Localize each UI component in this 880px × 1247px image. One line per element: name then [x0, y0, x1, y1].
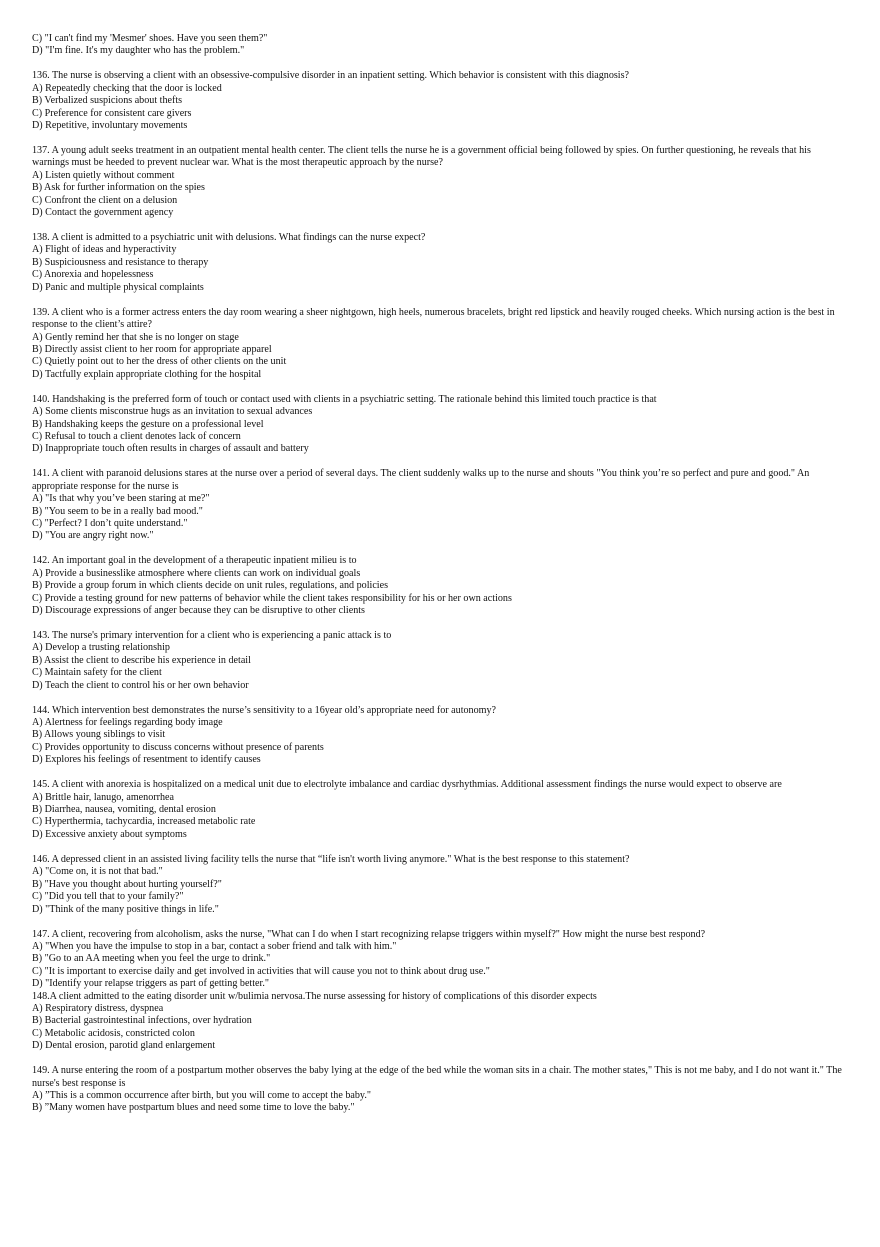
option-b: B) Directly assist client to her room for appropriate apparel	[32, 343, 272, 355]
option-c: C) Provide a testing ground for new patterns of behavior while the client takes responsibility for his or her own actions	[32, 592, 512, 604]
option-b: B) Allows young siblings to visit	[32, 729, 166, 741]
question-142	[32, 555, 847, 617]
option-d: D) Teach the client to control his or her own behavior	[32, 679, 249, 691]
option-c: C) "Perfect? I don’t quite understand."	[32, 517, 188, 529]
question-stem: 137. A young adult seeks treatment in an outpatient mental health center. The client tells the nurse he is a government official being followed by spies. On further questioning, he reveals that his warnings must be heeded to prevent nuclear war. What is the most therapeutic approach by the nurse?	[32, 145, 811, 169]
question-stem: 138. A client is admitted to a psychiatric unit with delusions. What findings can the nurse expect?	[32, 232, 426, 244]
question-141	[32, 468, 847, 542]
option-c: C) Metabolic acidosis, constricted colon	[32, 1027, 195, 1039]
option-c: C) Preference for consistent care givers	[32, 107, 192, 119]
option-c: C) "Did you tell that to your family?"	[32, 891, 184, 903]
question-143	[32, 630, 847, 692]
question-148	[32, 991, 847, 1053]
question-139	[32, 307, 847, 381]
option-a: A) Respiratory distress, dyspnea	[32, 1002, 164, 1014]
question-stem: 141. A client with paranoid delusions stares at the nurse over a period of several days. The client suddenly walks up to the nurse and shouts "You think you’re so perfect and pure and good." An appropriate response for the nurse is	[32, 468, 810, 492]
option-d: D) "Identify your relapse triggers as part of getting better."	[32, 978, 269, 990]
option-c: C) Refusal to touch a client denotes lack of concern	[32, 430, 241, 442]
question-stem: 148.A client admitted to the eating disorder unit w/bulimia nervosa.The nurse assessing for history of complications of this disorder expects	[32, 990, 597, 1002]
question-list	[32, 33, 847, 1127]
option-a: A) "Come on, it is not that bad."	[32, 866, 163, 878]
question-stem: 143. The nurse's primary intervention for a client who is experiencing a panic attack is to	[32, 630, 392, 641]
lead-options	[32, 33, 847, 58]
question-145	[32, 779, 847, 841]
option-a: A) Alertness for feelings regarding body image	[32, 717, 223, 729]
option-a: A) Provide a businesslike atmosphere where clients can work on individual goals	[32, 567, 361, 579]
option-line: D) "I'm fine. It's my daughter who has the problem."	[32, 45, 245, 57]
option-d: D) Repetitive, involuntary movements	[32, 120, 188, 132]
option-b: B) Handshaking keeps the gesture on a professional level	[32, 418, 264, 430]
question-stem: 140. Handshaking is the preferred form of touch or contact used with clients in a psychiatric setting. The rationale behind this limited touch practice is that	[32, 393, 657, 405]
option-a: A) Gently remind her that she is no longer on stage	[32, 331, 239, 343]
question-stem: 136. The nurse is observing a client with an obsessive-compulsive disorder in an inpatient setting. Which behavior is consistent with this diagnosis?	[32, 70, 630, 82]
option-d: D) Explores his feelings of resentment to identify causes	[32, 754, 261, 766]
question-146	[32, 854, 847, 916]
option-a: A) Develop a trusting relationship	[32, 642, 170, 654]
question-144	[32, 705, 847, 767]
question-149	[32, 1065, 847, 1115]
option-b: B) "You seem to be in a really bad mood."	[32, 505, 203, 517]
option-b: B) "Go to an AA meeting when you feel the urge to drink."	[32, 953, 271, 965]
option-d: D) Panic and multiple physical complaints	[32, 281, 204, 293]
option-a: A) ”This is a common occurrence after birth, but you will come to accept the baby."	[32, 1089, 371, 1101]
question-stem: 147. A client, recovering from alcoholism, asks the nurse, "What can I do when I start recognizing relapse triggers within myself?" How might the nurse best respond?	[32, 928, 706, 940]
option-b: B) Verbalized suspicions about thefts	[32, 95, 183, 107]
option-d: D) "You are angry right now."	[32, 530, 154, 542]
question-stem: 144. Which intervention best demonstrates the nurse’s sensitivity to a 16year old’s appropriate need for autonomy?	[32, 704, 497, 716]
question-stem: 149. A nurse entering the room of a postpartum mother observes the baby lying at the edge of the bed while the woman sits in a chair. The mother states," This is not me baby, and I do not want it." The nurse's best response is	[32, 1065, 842, 1089]
option-c: C) Hyperthermia, tachycardia, increased metabolic rate	[32, 816, 256, 828]
option-d: D) Tactfully explain appropriate clothing for the hospital	[32, 368, 262, 380]
question-147	[32, 929, 847, 991]
option-b: B) Assist the client to describe his experience in detail	[32, 654, 251, 666]
option-d: D) Contact the government agency	[32, 207, 174, 219]
option-b: B) Provide a group forum in which clients decide on unit rules, regulations, and policies	[32, 580, 389, 592]
option-b: B) Suspiciousness and resistance to therapy	[32, 256, 209, 268]
option-b: B) ”Many women have postpartum blues and need some time to love the baby."	[32, 1102, 355, 1114]
question-stem: 142. An important goal in the development of a therapeutic inpatient milieu is to	[32, 555, 357, 567]
option-b: B) Diarrhea, nausea, vomiting, dental erosion	[32, 804, 216, 816]
question-140	[32, 394, 847, 456]
option-b: B) "Have you thought about hurting yourself?"	[32, 878, 222, 890]
question-stem: 146. A depressed client in an assisted living facility tells the nurse that “life isn't worth living anymore." What is the best response to this statement?	[32, 853, 630, 865]
option-d: D) Inappropriate touch often results in charges of assault and battery	[32, 443, 309, 455]
option-a: A) "When you have the impulse to stop in a bar, contact a sober friend and talk with him."	[32, 940, 397, 952]
option-a: A) Listen quietly without comment	[32, 169, 175, 181]
option-b: B) Bacterial gastrointestinal infections, over hydration	[32, 1015, 252, 1027]
option-a: A) Flight of ideas and hyperactivity	[32, 244, 177, 256]
option-c: C) "It is important to exercise daily and get involved in activities that will cause you not to think about drug use."	[32, 965, 490, 977]
question-137	[32, 145, 847, 219]
option-c: C) Quietly point out to her the dress of other clients on the unit	[32, 356, 287, 368]
option-d: D) Dental erosion, parotid gland enlargement	[32, 1040, 216, 1052]
option-c: C) Anorexia and hopelessness	[32, 269, 154, 281]
option-a: A) Some clients misconstrue hugs as an invitation to sexual advances	[32, 406, 313, 418]
question-136	[32, 70, 847, 132]
option-a: A) Brittle hair, lanugo, amenorrhea	[32, 791, 174, 803]
question-stem: 145. A client with anorexia is hospitalized on a medical unit due to electrolyte imbalance and cardiac dysrhythmias. Additional assessment findings the nurse would expect to observe are	[32, 779, 782, 791]
option-c: C) Provides opportunity to discuss concerns without presence of parents	[32, 741, 324, 753]
option-d: D) Discourage expressions of anger because they can be disruptive to other clients	[32, 605, 365, 616]
option-d: D) "Think of the many positive things in life."	[32, 903, 219, 915]
option-d: D) Excessive anxiety about symptoms	[32, 828, 187, 840]
option-c: C) Confront the client on a delusion	[32, 194, 178, 206]
option-line: C) "I can't find my 'Mesmer' shoes. Have you seen them?"	[32, 33, 268, 44]
option-a: A) Repeatedly checking that the door is locked	[32, 82, 222, 94]
question-138	[32, 232, 847, 294]
option-a: A) "Is that why you’ve been staring at me?"	[32, 493, 210, 505]
question-stem: 139. A client who is a former actress enters the day room wearing a sheer nightgown, high heels, numerous bracelets, bright red lipstick and heavily rouged cheeks. Which nursing action is the best in response to the client’s attire?	[32, 306, 835, 331]
option-b: B) Ask for further information on the spies	[32, 182, 205, 194]
option-c: C) Maintain safety for the client	[32, 667, 162, 679]
